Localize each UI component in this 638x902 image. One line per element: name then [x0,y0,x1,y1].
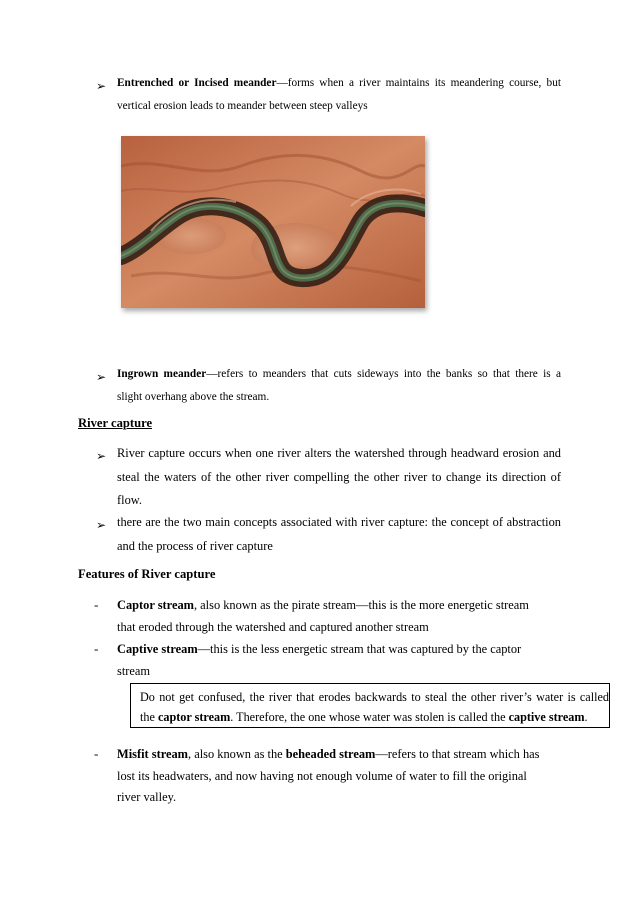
note-line1: Do not get confused, the river that erodes backwards to steal the other river’s water is called [140,690,609,704]
captive-line1-text: —this is the less energetic stream that was captured by the captor [197,642,522,656]
arrow-bullet-icon: ➢ [96,449,107,463]
misfit-line1 [117,744,557,766]
note-line2-pre: the [140,710,158,724]
capture-bullet2-line2: and the process of river capture [117,538,273,553]
arrow-bullet-icon: ➢ [96,370,107,384]
note-line2-end: . [584,710,588,724]
captor-line2: that eroded through the watershed and captured another stream [117,619,429,634]
captor-line1-text: , also known as the pirate stream—this is the more energetic stream [193,598,529,612]
capture-bullet2-line1: there are the two main concepts associated with river capture: the concept of abstraction [117,515,561,529]
note-captor-term: captor stream [157,710,231,724]
note-line2-mid: . Therefore, the one whose water was stolen is called the [230,710,509,724]
beheaded-stream-term: beheaded stream [285,747,376,761]
ingrown-line1 [117,363,561,386]
capture-bullet1-line2: steal the waters of the other river compelling the other river to change its direction of [117,469,561,484]
entrenched-meander-photo [121,136,425,308]
captive-line2: stream [117,663,151,678]
capture-bullet1-line1: River capture occurs when one river alters the watershed through headward erosion and [117,446,561,460]
captor-line1 [117,595,557,617]
ingrown-title: Ingrown meander [117,368,207,380]
captive-title: Captive stream [117,642,198,656]
captor-title: Captor stream [117,598,194,612]
dash-bullet-icon: - [94,597,99,612]
note-box [130,683,610,728]
captive-line1 [117,639,557,661]
ingrown-line1-text: —refers to meanders that cuts sideways into the banks so that there is a [206,368,562,380]
misfit-mid-text: , also known as the [188,747,286,761]
misfit-title: Misfit stream [117,747,188,761]
dash-bullet-icon: - [94,641,99,656]
entrenched-line1-text: —forms when a river maintains its meandering course, but [276,77,561,89]
river-capture-heading: River capture [78,416,153,430]
note-captive-term: captive stream [508,710,585,724]
canyon-illustration [121,136,425,308]
entrenched-line2: vertical erosion leads to meander between steep valleys [117,100,368,112]
features-heading: Features of River capture [78,567,216,581]
dash-bullet-icon: - [94,746,99,761]
misfit-line3: river valley. [117,790,177,804]
arrow-bullet-icon: ➢ [96,79,107,93]
ingrown-line2: slight overhang above the stream. [117,391,270,403]
note-line2 [140,707,609,727]
capture-bullet1-line3: flow. [117,493,143,507]
arrow-bullet-icon: ➢ [96,518,107,532]
entrenched-title: Entrenched or Incised meander [117,77,277,89]
entrenched-line1 [117,72,561,95]
misfit-line2: lost its headwaters, and now having not enough volume of water to fill the original [117,768,527,783]
misfit-line1-text: —refers to that stream which has [375,747,540,761]
